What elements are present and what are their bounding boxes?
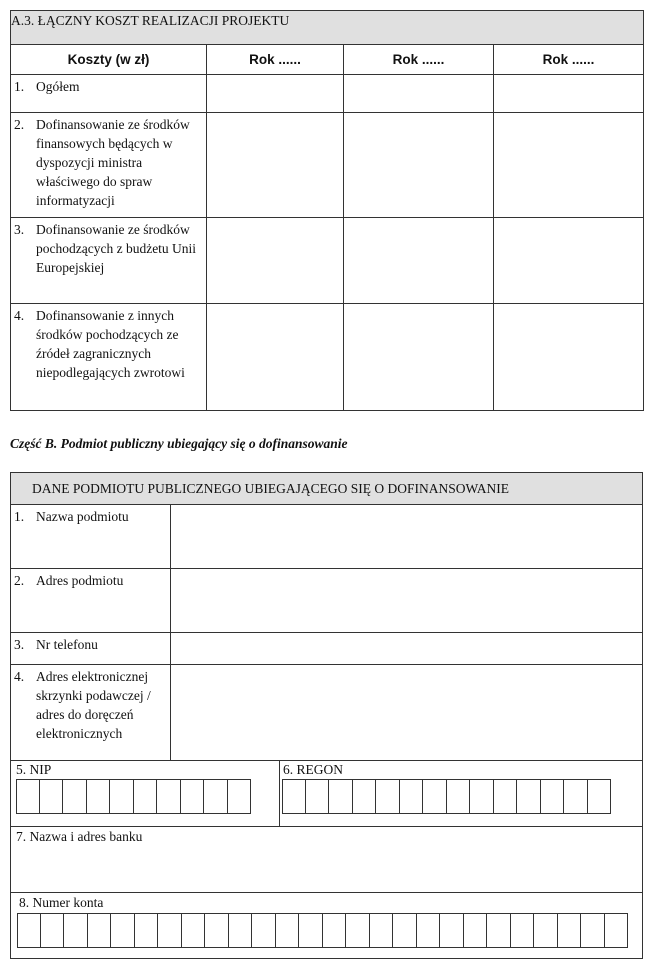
value-cell[interactable] bbox=[494, 113, 644, 218]
column-header-costs: Koszty (w zł) bbox=[11, 45, 207, 75]
account-digit-box[interactable] bbox=[605, 913, 629, 948]
bank-row[interactable] bbox=[10, 827, 643, 893]
table-row bbox=[11, 569, 643, 633]
account-digit-box[interactable] bbox=[17, 913, 41, 948]
nip-cell bbox=[11, 761, 280, 826]
regon-digit-box[interactable] bbox=[423, 779, 447, 814]
account-digit-box[interactable] bbox=[511, 913, 535, 948]
account-digit-box[interactable] bbox=[299, 913, 323, 948]
nip-digit-box[interactable] bbox=[228, 779, 252, 814]
table-row bbox=[11, 218, 644, 304]
regon-digit-box[interactable] bbox=[470, 779, 494, 814]
regon-digit-box[interactable] bbox=[282, 779, 306, 814]
account-digit-box[interactable] bbox=[464, 913, 488, 948]
regon-digit-box[interactable] bbox=[400, 779, 424, 814]
table-row bbox=[11, 113, 644, 218]
regon-digit-box[interactable] bbox=[517, 779, 541, 814]
row-label: Ogółem bbox=[36, 79, 80, 94]
account-digit-box[interactable] bbox=[581, 913, 605, 948]
regon-digit-box[interactable] bbox=[588, 779, 612, 814]
value-cell[interactable] bbox=[494, 304, 644, 411]
value-cell[interactable] bbox=[344, 304, 494, 411]
nip-digit-box[interactable] bbox=[63, 779, 87, 814]
nip-label: 5. NIP bbox=[16, 762, 52, 777]
cost-table bbox=[10, 10, 643, 411]
account-digit-box[interactable] bbox=[205, 913, 229, 948]
value-cell[interactable] bbox=[344, 113, 494, 218]
nip-digit-box[interactable] bbox=[40, 779, 64, 814]
account-digit-box[interactable] bbox=[41, 913, 65, 948]
account-digit-box[interactable] bbox=[182, 913, 206, 948]
value-cell[interactable] bbox=[344, 75, 494, 113]
row-label: Adres podmiotu bbox=[36, 573, 124, 588]
value-cell[interactable] bbox=[494, 218, 644, 304]
row-label: Adres elektronicznej skrzynki podawczej / adres do doręczeń elektronicznych bbox=[36, 669, 151, 741]
entity-table-header: DANE PODMIOTU PUBLICZNEGO UBIEGAJĄCEGO SIĘ O DOFINANSOWANIE bbox=[11, 473, 643, 505]
row-number: 3. bbox=[14, 637, 25, 652]
nip-digit-box[interactable] bbox=[87, 779, 111, 814]
account-digit-box[interactable] bbox=[370, 913, 394, 948]
account-digit-box[interactable] bbox=[64, 913, 88, 948]
nip-digit-box[interactable] bbox=[110, 779, 134, 814]
table-row bbox=[11, 304, 644, 411]
account-digit-boxes[interactable] bbox=[17, 913, 628, 948]
regon-digit-boxes[interactable] bbox=[282, 779, 611, 814]
column-header-year-2: Rok ...... bbox=[344, 45, 494, 75]
row-number: 1. bbox=[14, 509, 25, 524]
account-row bbox=[10, 893, 643, 959]
column-header-year-1: Rok ...... bbox=[207, 45, 344, 75]
account-digit-box[interactable] bbox=[158, 913, 182, 948]
value-cell[interactable] bbox=[207, 218, 344, 304]
account-digit-box[interactable] bbox=[417, 913, 441, 948]
row-label: Dofinansowanie ze środków finansowych będących w dyspozycji ministra właściwego do spraw informatyzacji bbox=[36, 117, 190, 208]
entity-name-field[interactable] bbox=[171, 505, 643, 569]
bank-label: 7. Nazwa i adres banku bbox=[16, 829, 143, 844]
nip-digit-box[interactable] bbox=[181, 779, 205, 814]
account-digit-box[interactable] bbox=[252, 913, 276, 948]
nip-digit-box[interactable] bbox=[157, 779, 181, 814]
entity-table bbox=[10, 472, 643, 959]
table-row bbox=[11, 665, 643, 761]
regon-label: 6. REGON bbox=[283, 762, 343, 777]
value-cell[interactable] bbox=[344, 218, 494, 304]
account-digit-box[interactable] bbox=[111, 913, 135, 948]
regon-digit-box[interactable] bbox=[306, 779, 330, 814]
value-cell[interactable] bbox=[494, 75, 644, 113]
regon-digit-box[interactable] bbox=[541, 779, 565, 814]
nip-digit-boxes[interactable] bbox=[16, 779, 251, 814]
regon-digit-box[interactable] bbox=[329, 779, 353, 814]
table-row bbox=[11, 75, 644, 113]
account-digit-box[interactable] bbox=[558, 913, 582, 948]
nip-digit-box[interactable] bbox=[16, 779, 40, 814]
account-digit-box[interactable] bbox=[440, 913, 464, 948]
account-label: 8. Numer konta bbox=[19, 895, 104, 910]
nip-regon-row bbox=[10, 761, 643, 827]
regon-digit-box[interactable] bbox=[494, 779, 518, 814]
account-digit-box[interactable] bbox=[135, 913, 159, 948]
row-label: Dofinansowanie ze środków pochodzących z budżetu Unii Europejskiej bbox=[36, 222, 197, 275]
value-cell[interactable] bbox=[207, 113, 344, 218]
row-number: 2. bbox=[14, 573, 25, 588]
row-label: Dofinansowanie z innych środków pochodzących ze źródeł zagranicznych niepodlegających zwrotowi bbox=[36, 308, 185, 380]
column-header-year-3: Rok ...... bbox=[494, 45, 644, 75]
account-digit-box[interactable] bbox=[393, 913, 417, 948]
row-number: 4. bbox=[14, 669, 25, 684]
value-cell[interactable] bbox=[207, 304, 344, 411]
row-label: Nr telefonu bbox=[36, 637, 98, 652]
e-delivery-address-field[interactable] bbox=[171, 665, 643, 761]
row-label: Nazwa podmiotu bbox=[36, 509, 129, 524]
account-digit-box[interactable] bbox=[229, 913, 253, 948]
nip-digit-box[interactable] bbox=[204, 779, 228, 814]
regon-digit-box[interactable] bbox=[376, 779, 400, 814]
phone-field[interactable] bbox=[171, 633, 643, 665]
nip-digit-box[interactable] bbox=[134, 779, 158, 814]
account-digit-box[interactable] bbox=[534, 913, 558, 948]
entity-address-field[interactable] bbox=[171, 569, 643, 633]
table-row bbox=[11, 633, 643, 665]
value-cell[interactable] bbox=[207, 75, 344, 113]
row-number: 1. bbox=[14, 79, 25, 94]
row-number: 2. bbox=[14, 117, 25, 132]
table-row bbox=[11, 505, 643, 569]
regon-digit-box[interactable] bbox=[353, 779, 377, 814]
account-digit-box[interactable] bbox=[323, 913, 347, 948]
part-b-title: Część B. Podmiot publiczny ubiegający się o dofinansowanie bbox=[10, 436, 348, 451]
account-digit-box[interactable] bbox=[487, 913, 511, 948]
cost-table-header: A.3. ŁĄCZNY KOSZT REALIZACJI PROJEKTU bbox=[11, 11, 644, 45]
account-digit-box[interactable] bbox=[346, 913, 370, 948]
account-digit-box[interactable] bbox=[276, 913, 300, 948]
account-digit-box[interactable] bbox=[88, 913, 112, 948]
regon-digit-box[interactable] bbox=[447, 779, 471, 814]
row-number: 4. bbox=[14, 308, 25, 323]
row-number: 3. bbox=[14, 222, 25, 237]
regon-digit-box[interactable] bbox=[564, 779, 588, 814]
